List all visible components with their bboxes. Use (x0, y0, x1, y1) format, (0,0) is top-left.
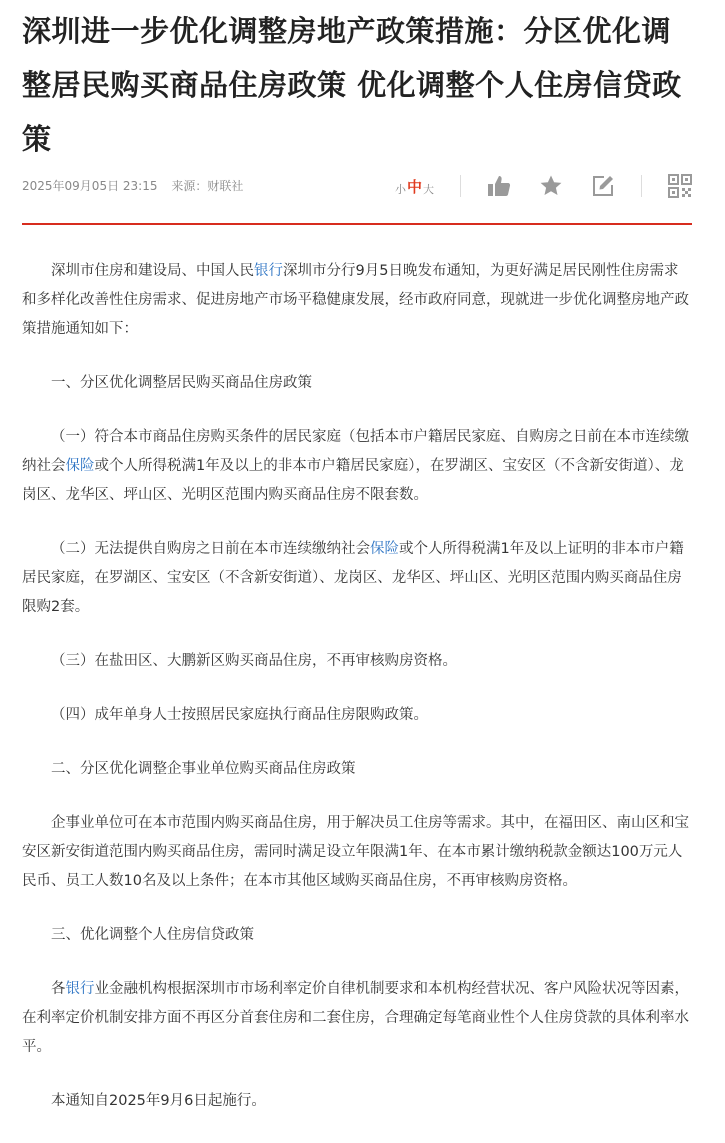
paragraph (22, 423, 692, 510)
section-heading: 二、分区优化调整企事业单位购买商品住房政策 (51, 761, 356, 777)
article-source: 来源：财联社 (171, 179, 244, 193)
insurance-link[interactable]: 保险 (65, 458, 95, 474)
section-heading: 一、分区优化调整居民购买商品住房政策 (51, 375, 312, 391)
publish-datetime: 2025年09月05日 23:15 (22, 179, 158, 193)
paragraph-text: 或个人所得税满1年及以上证明的非本市户籍居民家庭，在罗湖区、宝安区（不含新安街道）、龙岗区、龙华区、坪山区、光明区范围内购买商品住房限购2套。 (22, 541, 684, 615)
paragraph: （三）在盐田区、大鹏新区购买商品住房，不再审核购房资格。 (51, 653, 457, 669)
meta-info (22, 177, 253, 194)
qr-code-icon[interactable] (668, 174, 692, 198)
article-title: 深圳进一步优化调整房地产政策措施：分区优化调整居民购买商品住房政策 优化调整个人住房信贷政策 (22, 14, 682, 156)
article-meta (22, 174, 692, 198)
paragraph-text: 或个人所得税满1年及以上的非本市户籍居民家庭），在罗湖区、宝安区（不含新安街道）、龙岗区、龙华区、坪山区、光明区范围内购买商品住房不限套数。 (22, 458, 684, 503)
article-toolbar (395, 174, 692, 198)
edit-icon[interactable] (591, 174, 615, 198)
font-size-switcher (395, 176, 434, 197)
bank-link[interactable]: 银行 (254, 263, 283, 279)
paragraph (22, 535, 692, 622)
star-icon[interactable] (539, 174, 563, 198)
paragraph-text: 业金融机构根据深圳市市场利率定价自律机制要求和本机构经营状况、客户风险状况等因素，在利率定价机制安排方面不再区分首套住房和二套住房，合理确定每笔商业性个人住房贷款的具体利率水平。 (22, 981, 689, 1055)
paragraph-text: 深圳市住房和建设局、中国人民 (51, 263, 254, 279)
paragraph: 本通知自2025年9月6日起施行。 (51, 1093, 266, 1109)
paragraph-text: （一）符合本市商品住房购买条件的居民家庭（包括本市户籍居民家庭、自购房之日前在本市连续缴纳社会 (22, 429, 689, 474)
article-body (22, 257, 692, 1141)
toolbar-divider (460, 175, 461, 197)
paragraph-text: 深圳市分行9月5日晚发布通知，为更好满足居民刚性住房需求和多样化改善性住房需求、促进房地产市场平稳健康发展，经市政府同意，现就进一步优化调整房地产政策措施通知如下： (22, 263, 689, 337)
font-small-button[interactable]: 小 (394, 182, 406, 196)
font-medium-button[interactable]: 中 (406, 177, 422, 196)
toolbar-divider (641, 175, 642, 197)
paragraph-text: （二）无法提供自购房之日前在本市连续缴纳社会 (51, 541, 370, 557)
title-divider (22, 223, 692, 225)
thumbs-up-icon[interactable] (487, 174, 511, 198)
bank-link[interactable]: 银行 (65, 981, 95, 997)
paragraph-text: 各 (51, 981, 66, 997)
paragraph (22, 975, 692, 1062)
paragraph: （四）成年单身人士按照居民家庭执行商品住房限购政策。 (51, 707, 428, 723)
paragraph (22, 257, 692, 344)
article-container (22, 0, 692, 1109)
font-large-button[interactable]: 大 (423, 182, 434, 196)
section-heading: 三、优化调整个人住房信贷政策 (51, 927, 254, 943)
paragraph: 企事业单位可在本市范围内购买商品住房，用于解决员工住房等需求。其中，在福田区、南山区和宝安区新安街道范围内购买商品住房，需同时满足设立年限满1年、在本市累计缴纳税款金额达100万元人民币、员工人数10名及以上条件；在本市其他区域购买商品住房，不再审核购房资格。 (22, 815, 689, 889)
insurance-link[interactable]: 保险 (370, 541, 399, 557)
